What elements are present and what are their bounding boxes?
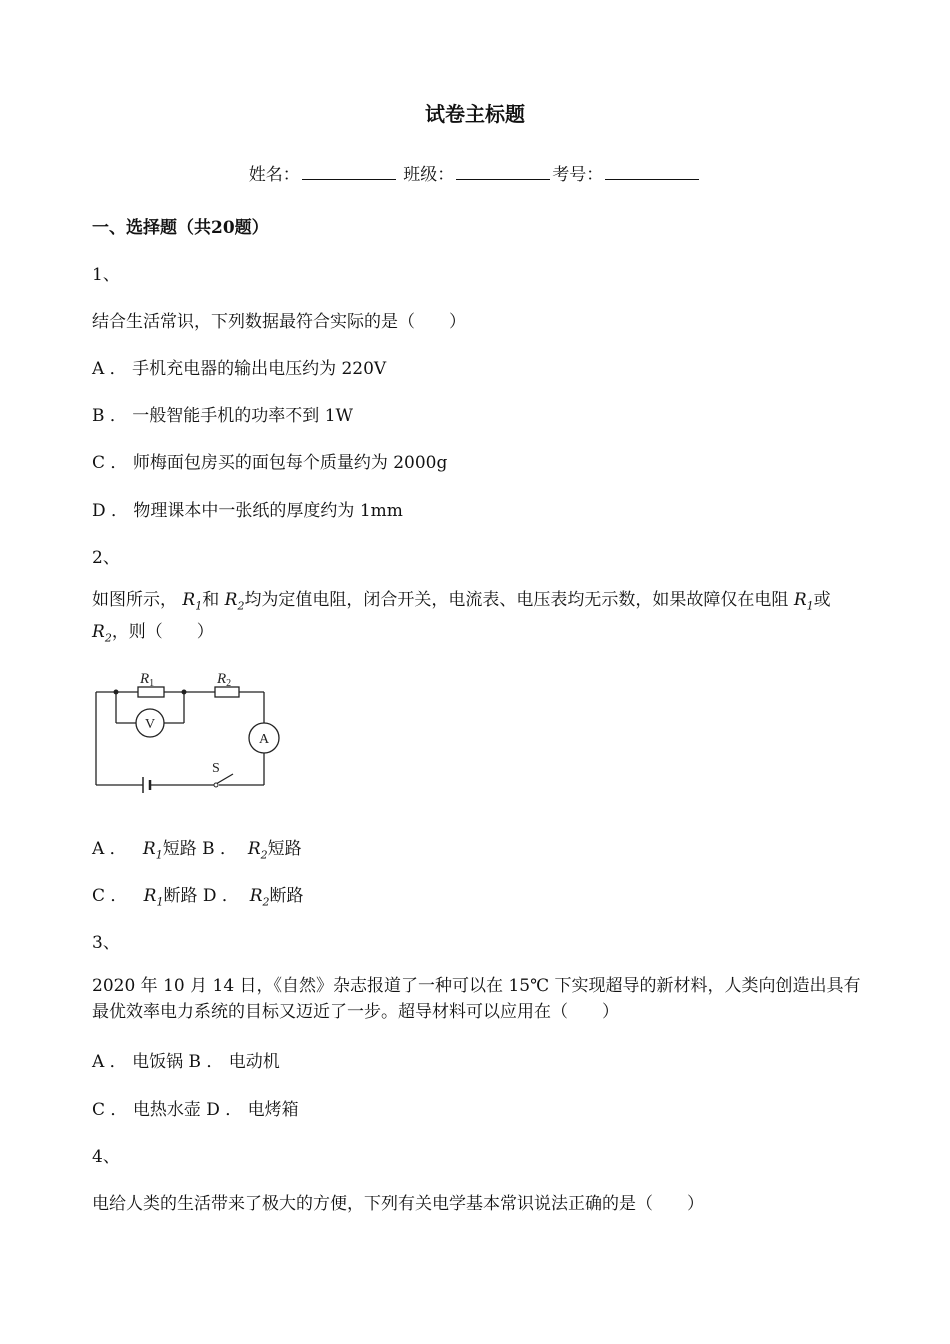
q2-options-cd: C ． $R_1$断路 D ． $R_2$断路	[92, 886, 304, 909]
id-blank[interactable]	[605, 178, 699, 180]
q1-option-c: C ． 师梅面包房买的面包每个质量约为 2000g	[92, 453, 448, 473]
q2-stem-b: 均为定值电阻，闭合开关，电流表、电压表均无示数，如果故障仅在电阻	[244, 590, 789, 610]
node-dot-left	[114, 690, 119, 695]
name-label: 姓名：	[248, 165, 300, 185]
r2-label: $R_2$	[217, 671, 232, 689]
q2-opt-d-r2: $R_2$	[249, 886, 270, 909]
voltmeter-label: V	[144, 717, 156, 732]
q3-number: 3、	[92, 933, 120, 953]
q2-opt-c-r1: $R_1$	[143, 886, 164, 909]
q2-r2: $R_2$	[224, 590, 245, 613]
q2-options-ab: A ． $R_1$短路 B ． $R_2$短路	[92, 839, 302, 862]
section-heading: 一、选择题（共20题）	[92, 218, 269, 238]
student-info-line	[0, 160, 950, 185]
q3-options-cd: C ． 电热水壶 D ． 电烤箱	[92, 1100, 299, 1120]
q2-opt-a-r1: $R_1$	[142, 839, 163, 862]
q2-number: 2、	[92, 548, 120, 568]
q2-stem-c: ，则（ ）	[111, 622, 214, 643]
q2-r1-again: $R_1$	[793, 590, 814, 613]
q4-number: 4、	[92, 1147, 120, 1167]
r1-label: $R_1$	[140, 671, 155, 689]
switch-pivot	[214, 783, 218, 787]
node-dot-right	[182, 690, 187, 695]
q2-r1: $R_1$	[182, 590, 203, 613]
q2-stem	[92, 587, 862, 652]
name-blank[interactable]	[302, 178, 396, 180]
q2-r2-again: $R_2$	[92, 622, 112, 645]
q3-stem: 2020 年 10 月 14 日，《自然》杂志报道了一种可以在 15℃ 下实现超导的新材料，人类向创造出具有最优效率电力系统的目标又迈近了一步。超导材料可以应用在（ ）	[92, 976, 861, 1022]
q1-option-a: A ． 手机充电器的输出电压约为 220V	[92, 359, 387, 379]
q2-or: 或	[813, 590, 831, 610]
q1-stem: 结合生活常识，下列数据最符合实际的是（ ）	[92, 312, 466, 332]
circuit-diagram	[88, 662, 288, 807]
q1-number: 1、	[92, 265, 120, 285]
id-label: 考号：	[552, 165, 604, 185]
q3-options-ab: A ． 电饭锅 B ． 电动机	[92, 1052, 280, 1072]
q1-option-b: B ． 一般智能手机的功率不到 1W	[92, 406, 353, 426]
q1-option-d: D ． 物理课本中一张纸的厚度约为 1mm	[92, 501, 403, 521]
ammeter-label: A	[258, 732, 270, 747]
q2-and: 和	[202, 590, 220, 610]
class-blank[interactable]	[456, 178, 550, 180]
q2-stem-a: 如图所示，	[92, 590, 177, 610]
q4-stem: 电给人类的生活带来了极大的方便，下列有关电学基本常识说法正确的是（ ）	[92, 1194, 704, 1214]
exam-title: 试卷主标题	[425, 102, 525, 126]
class-label: 班级：	[403, 165, 455, 185]
q2-opt-b-r2: $R_2$	[247, 839, 268, 862]
switch-label: S	[212, 761, 220, 776]
